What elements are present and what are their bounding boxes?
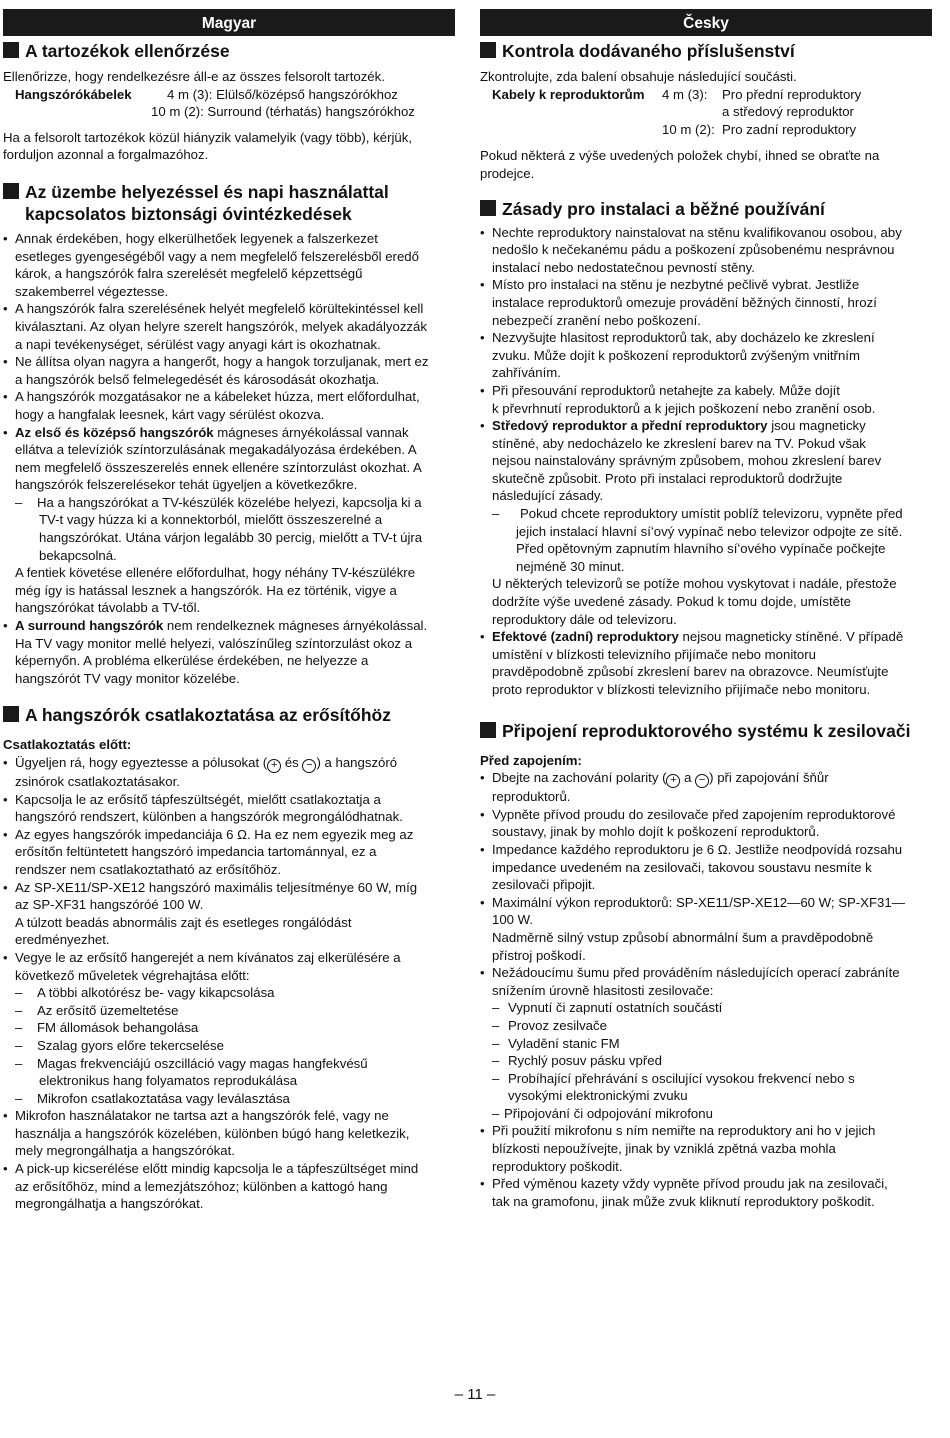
page-number: – 11 – (454, 1386, 496, 1403)
note-text: prodejce. (480, 165, 535, 181)
cable-length: 10 m (2): (662, 121, 715, 137)
section-marker-icon (480, 722, 496, 738)
czech-column (480, 9, 932, 1210)
section-title: Zásady pro instalaci a běžné používání (480, 198, 932, 220)
section-marker-icon (480, 200, 496, 216)
list-item: • A surround hangszórók nem rendelkeznek mágneses árnyékolással. Ha TV vagy monitor mellé helyezi, valószínűleg színtorzulást okoz a képernyőn. A probléma elkerülése érdekében, ne helyezze a hangszórót TV vagy monitor közelébe. (3, 617, 455, 687)
cable-row (480, 121, 932, 139)
dash-item: – Mikrofon csatlakoztatása vagy leválasztása (15, 1090, 290, 1106)
section-marker-icon (3, 183, 19, 199)
connection-list (480, 769, 932, 1210)
list-item: • Efektové (zadní) reproduktory nejsou magneticky stíněné. V případě umístění v blízkosti televizního přijímače nebo monitoru pravděpodobně způsobí zkreslení barev na obrazovce. Neumísťujte proto reproduktor v blízkosti televizního přijímače nebo monitoru. (480, 628, 932, 698)
cable-row (3, 86, 455, 104)
list-item: • Ügyeljen rá, hogy egyeztesse a pólusokat ( + és − ) a hangszóró zsinórok csatlakoztatásakor. (3, 754, 455, 791)
plus-icon: + (666, 774, 680, 788)
dash-item: – Szalag gyors előre tekercselése (15, 1037, 224, 1053)
note-text: Pokud některá z výše uvedených položek chybí, ihned se obraťte na (480, 148, 880, 164)
list-item: • Středový reproduktor a přední reproduktory jsou magneticky stíněné, aby nedocházelo ke zkreslení barev na TV. Pokud však nejsou nainstalovány správným způsobem, mohou zkreslení barev skutečně způsobit. Proto při instalaci reproduktorů dodržujte následující zásady. – Pokud chcete reproduktory umístit poblíž televizoru, vypněte před jejich instalací hlavní síʻový vypínač nebo televizor odpojte ze sítě. Před opětovným zapnutím hlavního síʻového vypínače počkejte nejméně 30 minut. U některých televizorů se potíže mohou vyskytovat i nadále, přestože dodržíte výše uvedené zásady. Pokud k tomu dojde, umístěte reproduktory dále od televizoru. (480, 417, 932, 628)
language-header: Magyar (3, 9, 455, 36)
list-item: • Az SP-XE11/SP-XE12 hangszóró maximális teljesítménye 60 W, míg az SP-XF31 hangszóróé 100 W. A túlzott beadás abnormális zajt és esetleges rongálódást eredményezhet. (3, 879, 455, 949)
hungarian-column (3, 9, 455, 1213)
section-marker-icon (3, 706, 19, 722)
list-item: • Az egyes hangszórók impedanciája 6 Ω. Ha ez nem egyezik meg az erősítőn feltüntetett hangszóró impedancia tartománnyal, ez a rendszer nem csatlakoztatható az erősítőhöz. (3, 826, 455, 879)
dash-item: – Probíhající přehrávání s oscilující vysokou frekvencí nebo s vysokými elektronickými zvuku (492, 1070, 855, 1104)
minus-icon: − (695, 774, 709, 788)
section-title: A tartozékok ellenőrzése (3, 40, 455, 62)
cable-spec: Pro zadní reproduktory (722, 121, 857, 137)
dash-item: – FM állomások behangolása (15, 1020, 199, 1036)
cable-spec: 10 m (2): Surround (térhatás) hangszórókhoz (151, 104, 415, 120)
dash-item: – Pokud chcete reproduktory umístit poblíž televizoru, vypněte před jejich instalací hlavní síʻový vypínač nebo televizor odpojte ze sítě. Před opětovným zapnutím hlavního síʻového vypínače počkejte nejméně 30 minut. (492, 506, 903, 574)
list-item: • Při přesouvání reproduktorů netahejte za kabely. Může dojít k převrhnutí reproduktorů a k jejich poškození nebo zranění osob. (480, 382, 932, 417)
safety-list (480, 224, 932, 699)
plus-icon: + (267, 759, 281, 773)
list-item: • Před výměnou kazety vždy vypněte přívod proudu jak na zesilovači, tak na gramofonu, jinak může zvuk kliknutí reproduktory poškodit. (480, 1175, 932, 1210)
dash-item: – Magas frekvenciájú oszcilláció vagy magas hangfekvésű elektronikus hang folyamatos reprodukálása (15, 1055, 368, 1089)
cable-row (480, 86, 932, 104)
list-item: • A hangszórók falra szerelésének helyét megfelelő körültekintéssel kell kiválasztani. Az olyan helyre szerelt hangszórók, melyek akadályozzák a napi tevékenységet, sérülést vagy anyagi kárt is okozhatnak. (3, 300, 455, 353)
section-title: Kontrola dodávaného příslušenství (480, 40, 932, 62)
minus-icon: − (302, 759, 316, 773)
dash-item: – Rychlý posuv pásku vpřed (492, 1053, 662, 1069)
dash-item: – Ha a hangszórókat a TV-készülék közelébe helyezi, kapcsolja ki a TV-t vagy húzza ki a konnektorból, mielőtt összeszerelné a hangszórókat. Utána várjon legalább 30 percig, mielőtt a TV-t újra bekapcsolná. (15, 494, 423, 563)
safety-list (3, 230, 455, 687)
section-title: Připojení reproduktorového systému k zesilovači (480, 720, 932, 742)
section-marker-icon (480, 42, 496, 58)
cable-label: Hangszórókábelek (15, 86, 132, 102)
list-item: • Ne állítsa olyan nagyra a hangerőt, hogy a hangok torzuljanak, mert ez a hangszórók belső felmelegedését és károsodását okozhatja. (3, 353, 455, 388)
language-header: Česky (480, 9, 932, 36)
list-item: • Vypněte přívod proudu do zesilovače před zapojením reproduktorové soustavy, jinak by mohlo dojít k poškození reproduktorů. (480, 806, 932, 841)
cable-label: Kabely k reproduktorům (492, 86, 645, 102)
note-text: Ha a felsorolt tartozékok közül hiányzik valamelyik (vagy több), kérjük, (3, 129, 412, 145)
cable-length: 4 m (3): (662, 86, 708, 102)
list-item: • Nechte reproduktory nainstalovat na stěnu kvalifikovanou osobou, aby nedošlo k nečekanému pádu a poškození způsobenému nesprávnou instalací nebo nedostatečnou pevností stěny. (480, 224, 932, 277)
list-item: • Az első és középső hangszórók mágneses árnyékolással vannak ellátva a televíziók színtorzulásának megakadályozása érdekében. A nem megfelelő összeszerelés ennek ellenére színtorzulást okozhat. A hangszórók felszerelésekor tehát ügyeljen a következőkre. – Ha a hangszórókat a TV-készülék közelébe helyezi, kapcsolja ki a TV-t vagy húzza ki a konnektorból, mielőtt összeszerelné a hangszórókat. Utána várjon legalább 30 percig, mielőtt a TV-t újra bekapcsolná. A fentiek követése ellenére előfordulhat, hogy néhány TV-készülékre még így is hatással lesznek a hangszórók. Ha ez történik, vigye a hangszórókat távolabb a TV-től. (3, 424, 455, 618)
intro-text: Zkontrolujte, zda balení obsahuje následující součásti. (480, 69, 797, 84)
section-title: Az üzembe helyezéssel és napi használattal kapcsolatos biztonsági óvintézkedések (3, 181, 455, 225)
list-item: • Nezvyšujte hlasitost reproduktorů tak, aby docházelo ke zkreslení zvuku. Může dojít k poškození reproduktorů zvýšeným vnitřním zahříváním. (480, 329, 932, 382)
list-item: • Maximální výkon reproduktorů: SP-XE11/SP-XE12—60 W; SP-XF31— 100 W. Nadměrně silný vstup způsobí abnormální šum a pravděpodobně přístroj poškodí. (480, 894, 932, 964)
cable-spec: Pro přední reproduktory (722, 86, 862, 102)
connection-list (3, 754, 455, 1213)
list-item: • Nežádoucímu šumu před prováděním následujících operací zabráníte snížením úrovně hlasitosti zesilovače: – Vypnutí či zapnutí ostatních součástí – Provoz zesilvače – Vyladění stanic FM – Rychlý posuv pásku vpřed – Probíhající přehrávání s oscilující vysokou frekvencí nebo s vysokými elektronickými zvuku – Připojování či odpojování mikrofonu (480, 964, 932, 1122)
dash-item: – A többi alkotórész be- vagy kikapcsolása (15, 985, 275, 1001)
dash-item: – Az erősítő üzemeltetése (15, 1002, 179, 1018)
list-item: • A hangszórók mozgatásakor ne a kábeleket húzza, mert előfordulhat, hogy a hangfalak leesnek, kárt vagy sérülést okozva. (3, 388, 455, 423)
subheading: Před zapojením: (480, 752, 582, 768)
intro-text: Ellenőrizze, hogy rendelkezésre áll-e az összes felsorolt tartozék. (3, 69, 385, 84)
section-marker-icon (3, 42, 19, 58)
dash-item: – Připojování či odpojování mikrofonu (492, 1105, 713, 1121)
note-text: forduljon azonnal a forgalmazóhoz. (3, 147, 209, 163)
dash-item: – Provoz zesilvače (492, 1017, 607, 1033)
cable-spec: 4 m (3): Elülső/középső hangszórókhoz (167, 86, 398, 102)
list-item: • Místo pro instalaci na stěnu je nezbytné pečlivě vybrat. Jestliže instalace reproduktorů omezuje provádění běžných činností, hrozí nebezpečí zranění nebo poškození. (480, 276, 932, 329)
list-item: • Annak érdekében, hogy elkerülhetőek legyenek a falszerkezet esetleges gyengeségéből vagy a nem megfelelő felszerelésből eredő károk, a hangszórók falra szerelését megfelelő képzettségű szakemberrel végeztesse. (3, 230, 455, 300)
dash-item: – Vypnutí či zapnutí ostatních součástí (492, 1000, 723, 1016)
list-item: • Kapcsolja le az erősítő tápfeszültségét, mielőtt csatlakoztatja a hangszóró rendszert, különben a hangszórók megrongálódhatnak. (3, 791, 455, 826)
section-title: A hangszórók csatlakoztatása az erősítőhöz (3, 704, 455, 726)
list-item: • Vegye le az erősítő hangerejét a nem kívánatos zaj elkerülésére a következő műveletek végrehajtása előtt: – A többi alkotórész be- vagy kikapcsolása – Az erősítő üzemeltetése – FM állomások behangolása – Szalag gyors előre tekercselése – Magas frekvenciájú oszcilláció vagy magas hangfekvésű elektronikus hang folyamatos reprodukálása – Mikrofon csatlakoztatása vagy leválasztása (3, 949, 455, 1107)
list-item: • Mikrofon használatakor ne tartsa azt a hangszórók felé, vagy ne használja a hangszórók közelében, különben búgó hang keletkezik, mely megrongálhatja a hangszórókat. (3, 1107, 455, 1160)
dash-item: – Vyladění stanic FM (492, 1035, 620, 1051)
list-item: • A pick-up kicserélése előtt mindig kapcsolja le a tápfeszültséget mind az erősítőhöz, mind a lemezjátszóhoz; különben a kattogó hang megrongálhatja a hangszórókat. (3, 1160, 455, 1213)
list-item: • Impedance každého reproduktoru je 6 Ω. Jestliže neodpovídá rozsahu impedance uvedeném na zesilovači, takovou soustavu nesmíte k zesilovači připojit. (480, 841, 932, 894)
list-item: • Dbejte na zachování polarity ( + a − ) při zapojování šňůr reproduktorů. (480, 769, 932, 806)
list-item: • Při použití mikrofonu s ním nemiřte na reproduktory ani ho v jejich blízkosti nepoužívejte, jinak by vzniklá zpětná vazba mohla reproduktory poškodit. (480, 1122, 932, 1175)
cable-spec: a středový reproduktor (722, 104, 854, 120)
subheading: Csatlakoztatás előtt: (3, 737, 132, 753)
